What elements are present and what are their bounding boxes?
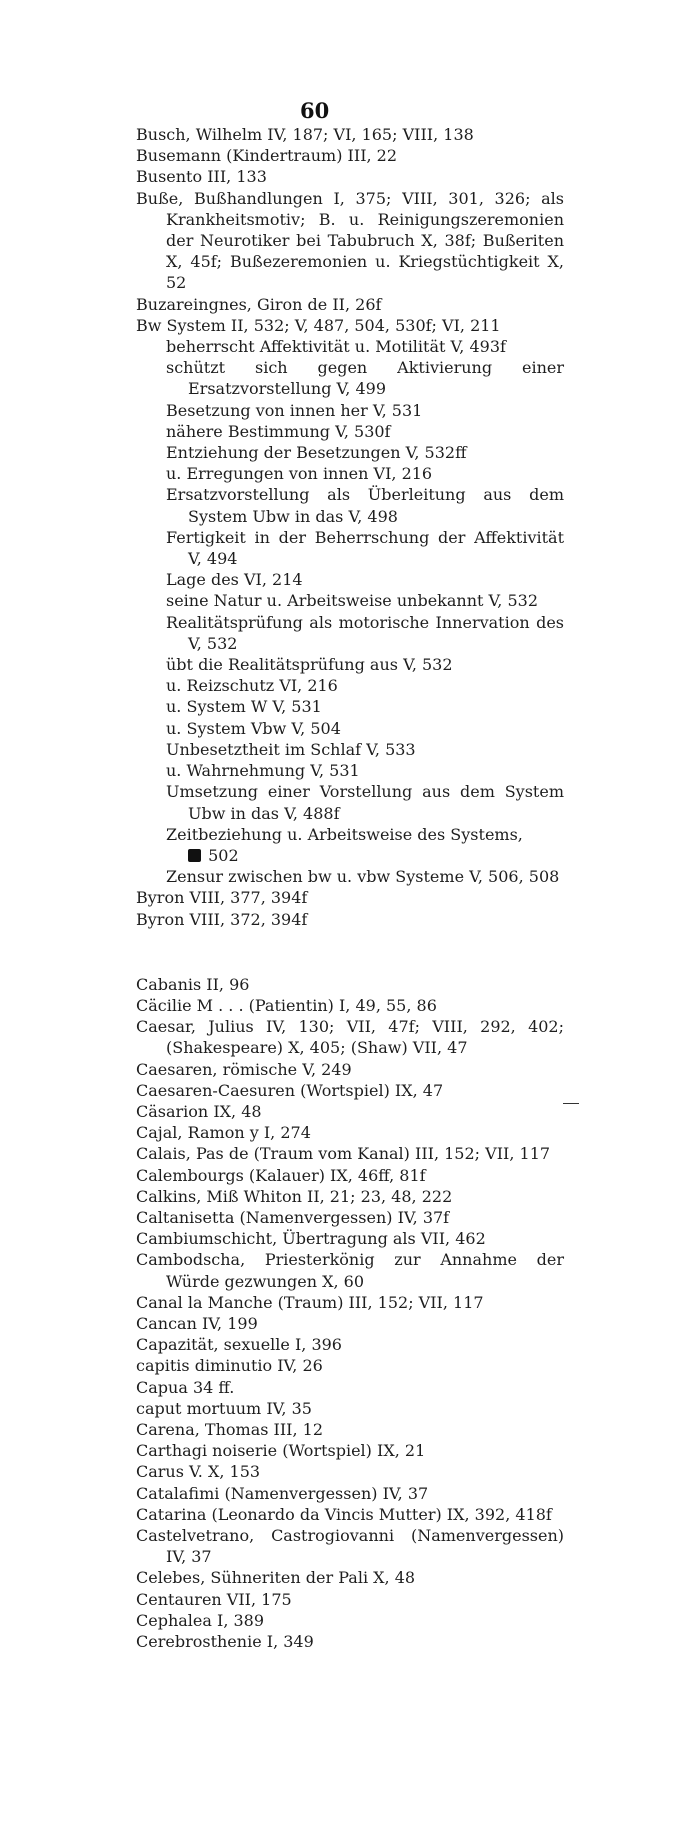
- index-entry: Cabanis II, 96: [136, 974, 250, 994]
- index-entry: Capazität, sexuelle I, 396: [136, 1335, 342, 1355]
- page-number: 60: [300, 98, 330, 123]
- index-entry: Cambodscha, Priesterkönig zur Annahme der Würde gezwungen X, 60: [136, 1250, 564, 1291]
- index-entry: Buzareingnes, Giron de II, 26f: [136, 294, 382, 314]
- index-subentry: Umsetzung einer Vorstellung aus dem System Ubw in das V, 488f: [166, 782, 564, 823]
- index-entry: Byron VIII, 372, 394f: [136, 909, 308, 929]
- index-entry: Buße, Bußhandlungen I, 375; VIII, 301, 326; als Krankheitsmotiv; B. u. Reinigungszeremonien der Neurotiker bei Tabubruch X, 38f; Bußeriten X, 45f; Bußezeremonien u. Kriegstüchtigkeit X, 52: [136, 188, 564, 293]
- index-entry: Carthagi noiserie (Wortspiel) IX, 21: [136, 1441, 426, 1461]
- index-entry: Caltanisetta (Namenvergessen) IV, 37f: [136, 1207, 450, 1227]
- index-subentry: Fertigkeit in der Beherrschung der Affektivität V, 494: [166, 527, 564, 569]
- index-subentry: u. Wahrnehmung V, 531: [166, 761, 360, 781]
- index-entry: Busch, Wilhelm IV, 187; VI, 165; VIII, 138: [136, 125, 474, 144]
- index-subentry: übt die Realitätsprüfung aus V, 532: [166, 655, 453, 675]
- index-entry: Carus V. X, 153: [136, 1462, 261, 1482]
- index-entry: Canal la Manche (Traum) III, 152; VII, 117: [136, 1292, 484, 1312]
- index-entry: capitis diminutio IV, 26: [136, 1356, 323, 1376]
- index-subentry: u. Reizschutz VI, 216: [166, 676, 338, 696]
- index-entry: Cambiumschicht, Übertragung als VII, 462: [136, 1229, 486, 1249]
- index-subentry: seine Natur u. Arbeitsweise unbekannt V, 532: [166, 591, 539, 611]
- index-column: [136, 124, 564, 1652]
- ink-blot-mark: [188, 849, 201, 862]
- index-subentry: Ersatzvorstellung als Überleitung aus dem System Ubw in das V, 498: [166, 485, 564, 526]
- index-entry: Capua 34 ff.: [136, 1377, 235, 1397]
- index-entry: Cäsarion IX, 48: [136, 1101, 262, 1121]
- index-subentry: Realitätsprüfung als motorische Innervation des V, 532: [166, 612, 564, 653]
- index-subentry: schützt sich gegen Aktivierung einer Ersatzvorstellung V, 499: [166, 358, 564, 399]
- index-entry: Caesaren, römische V, 249: [136, 1059, 352, 1079]
- index-entry: Castelvetrano, Castrogiovanni (Namenvergessen) IV, 37: [136, 1526, 564, 1567]
- index-entry: Calais, Pas de (Traum vom Kanal) III, 152; VII, 117: [136, 1144, 551, 1164]
- index-entry: Celebes, Sühneriten der Pali X, 48: [136, 1568, 416, 1588]
- index-subentry: u. System Vbw V, 504: [166, 718, 341, 738]
- index-entry: caput mortuum IV, 35: [136, 1398, 312, 1418]
- index-subentry: Zensur zwischen bw u. vbw Systeme V, 506, 508: [166, 867, 560, 887]
- index-subentry: u. System W V, 531: [166, 697, 322, 717]
- index-subentry: beherrscht Affektivität u. Motilität V, 493f: [166, 337, 506, 357]
- subentry-text: Zeitbeziehung u. Arbeitsweise des Systems,: [166, 824, 523, 844]
- index-subentry: Besetzung von innen her V, 531: [166, 400, 423, 420]
- index-entry: Cancan IV, 199: [136, 1313, 258, 1333]
- index-entry: Busento III, 133: [136, 167, 267, 187]
- index-subentry: Unbesetztheit im Schlaf V, 533: [166, 739, 416, 759]
- index-entry: Caesar, Julius IV, 130; VII, 47f; VIII, 292, 402; (Shakespeare) X, 405; (Shaw) VII, 47: [136, 1017, 564, 1058]
- section-gap: [136, 930, 564, 974]
- subentry-page-ref: 502: [208, 845, 239, 865]
- index-entry: Cajal, Ramon y I, 274: [136, 1123, 311, 1143]
- index-subentry: u. Erregungen von innen VI, 216: [166, 464, 433, 484]
- index-entry: Busemann (Kindertraum) III, 22: [136, 146, 398, 166]
- index-entry: Calembourgs (Kalauer) IX, 46ff, 81f: [136, 1165, 426, 1185]
- index-subentry: [136, 824, 564, 866]
- index-entry: Cäcilie M . . . (Patientin) I, 49, 55, 86: [136, 995, 437, 1015]
- index-subentry: Entziehung der Besetzungen V, 532ff: [166, 443, 467, 463]
- index-entry: Centauren VII, 175: [136, 1589, 292, 1609]
- index-entry: Calkins, Miß Whiton II, 21; 23, 48, 222: [136, 1186, 453, 1206]
- index-subentry: nähere Bestimmung V, 530f: [166, 421, 391, 441]
- index-entry: Caesaren-Caesuren (Wortspiel) IX, 47: [136, 1080, 444, 1100]
- index-entry: Catarina (Leonardo da Vincis Mutter) IX, 392, 418f: [136, 1504, 552, 1524]
- index-entry: Catalafimi (Namenvergessen) IV, 37: [136, 1483, 429, 1503]
- margin-dash: [563, 1103, 579, 1104]
- index-entry: Bw System II, 532; V, 487, 504, 530f; VI, 211: [136, 315, 501, 335]
- index-entry: Cephalea I, 389: [136, 1610, 265, 1630]
- index-entry: Byron VIII, 377, 394f: [136, 888, 308, 908]
- index-entry: Carena, Thomas III, 12: [136, 1419, 324, 1439]
- index-entry: Cerebrosthenie I, 349: [136, 1632, 314, 1652]
- index-subentry: Lage des VI, 214: [166, 570, 303, 590]
